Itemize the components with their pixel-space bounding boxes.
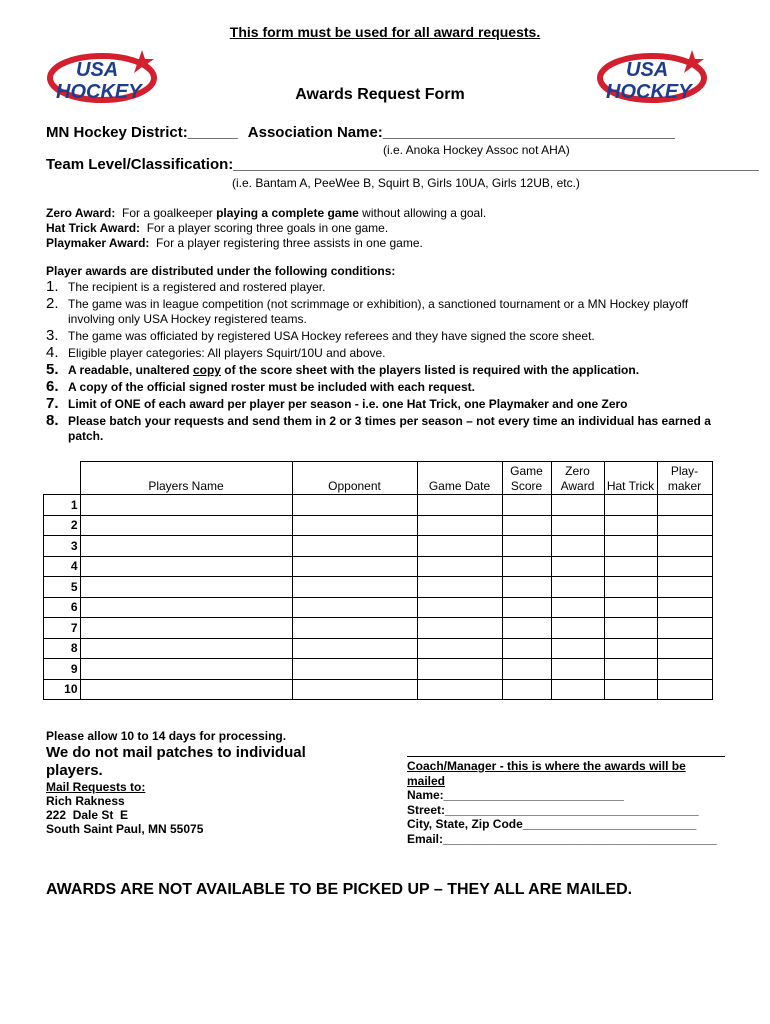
mail-requests-address (46, 780, 203, 836)
association-hint: (i.e. Anoka Hockey Assoc not AHA) (383, 143, 570, 157)
table-cell[interactable] (502, 495, 551, 516)
table-cell[interactable] (657, 618, 712, 639)
condition-item: 1. The recipient is a registered and rostered player. (46, 278, 326, 295)
table-row (44, 536, 713, 557)
row-number: 5 (44, 577, 81, 598)
mail-name: Rich Rakness (46, 794, 125, 808)
association-field[interactable]: Association Name:___________________________________ (247, 124, 675, 141)
table-cell[interactable] (80, 679, 292, 700)
table-cell[interactable] (292, 495, 417, 516)
table-cell[interactable] (417, 495, 502, 516)
table-cell[interactable] (417, 618, 502, 639)
table-cell[interactable] (80, 556, 292, 577)
mail-city: South Saint Paul, MN 55075 (46, 822, 204, 836)
table-cell[interactable] (551, 659, 604, 680)
final-notice: AWARDS ARE NOT AVAILABLE TO BE PICKED UP – THEY ALL ARE MAILED. (46, 881, 633, 898)
coach-city-field[interactable]: City, State, Zip Code__________________________ (407, 817, 697, 831)
mail-street: 222 Dale St E (46, 808, 129, 822)
logo-usa-text: USA (626, 59, 669, 81)
table-cell[interactable] (80, 659, 292, 680)
table-cell[interactable] (502, 618, 551, 639)
table-cell[interactable] (292, 577, 417, 598)
table-cell[interactable] (502, 515, 551, 536)
coach-heading: Coach/Manager - this is where the awards will be mailed (407, 759, 686, 788)
hat-trick-definition: Hat Trick Award: For a player scoring three goals in one game. (46, 221, 389, 235)
logo-hockey-text: HOCKEY (606, 81, 692, 103)
row-number: 3 (44, 536, 81, 557)
table-cell[interactable] (604, 515, 657, 536)
condition-item: 2. The game was in league competition (not scrimmage or exhibition), a sanctioned tournament or a MN Hockey playoff involving only USA Hockey registered teams. (46, 295, 689, 326)
table-cell[interactable] (604, 577, 657, 598)
col-players-name: Players Name (80, 462, 292, 495)
district-association-line (46, 124, 675, 141)
table-cell[interactable] (604, 536, 657, 557)
col-game-date: Game Date (417, 462, 502, 495)
table-cell[interactable] (80, 618, 292, 639)
award-definitions (46, 206, 486, 251)
table-row (44, 515, 713, 536)
table-cell[interactable] (80, 536, 292, 557)
table-cell[interactable] (417, 597, 502, 618)
col-playmaker: Play-maker (657, 462, 712, 495)
table-cell[interactable] (657, 638, 712, 659)
table-cell[interactable] (292, 556, 417, 577)
form-title: Awards Request Form (295, 86, 465, 103)
logo-hockey-text: HOCKEY (56, 81, 142, 103)
table-cell[interactable] (292, 638, 417, 659)
table-cell[interactable] (417, 679, 502, 700)
table-cell[interactable] (292, 679, 417, 700)
table-cell[interactable] (80, 638, 292, 659)
table-cell[interactable] (551, 556, 604, 577)
row-number: 1 (44, 495, 81, 516)
form-usage-notice: This form must be used for all award requests. (229, 24, 541, 40)
row-number: 7 (44, 618, 81, 639)
table-cell[interactable] (292, 515, 417, 536)
awards-table (43, 461, 713, 700)
table-cell[interactable] (551, 638, 604, 659)
table-cell[interactable] (657, 536, 712, 557)
table-cell[interactable] (80, 577, 292, 598)
table-cell[interactable] (604, 618, 657, 639)
mail-requests-label: Mail Requests to: (46, 780, 146, 794)
row-number: 6 (44, 597, 81, 618)
coach-name-field[interactable]: Name:___________________________ (407, 788, 624, 802)
table-cell[interactable] (551, 577, 604, 598)
table-cell[interactable] (292, 618, 417, 639)
table-cell[interactable] (604, 679, 657, 700)
table-cell[interactable] (417, 659, 502, 680)
condition-item: 7. Limit of ONE of each award per player per season - i.e. one Hat Trick, one Playmaker and one Zero (46, 395, 628, 412)
col-zero-award: Zero Award (551, 462, 604, 495)
table-row (44, 638, 713, 659)
table-row (44, 556, 713, 577)
coach-manager-block (407, 742, 725, 846)
table-cell[interactable] (502, 577, 551, 598)
table-cell[interactable] (502, 638, 551, 659)
table-cell[interactable] (417, 638, 502, 659)
table-cell[interactable] (657, 556, 712, 577)
table-cell[interactable] (551, 618, 604, 639)
table-cell[interactable] (292, 659, 417, 680)
table-cell[interactable] (551, 515, 604, 536)
table-cell[interactable] (417, 577, 502, 598)
district-field[interactable]: MN Hockey District:______ (46, 124, 238, 141)
table-cell[interactable] (657, 597, 712, 618)
table-cell[interactable] (417, 556, 502, 577)
table-cell[interactable] (502, 659, 551, 680)
condition-item: 6. A copy of the official signed roster must be included with each request. (46, 378, 475, 395)
table-header-row (44, 462, 713, 495)
table-cell[interactable] (80, 515, 292, 536)
team-level-hint: (i.e. Bantam A, PeeWee B, Squirt B, Girls 10UA, Girls 12UB, etc.) (232, 176, 580, 190)
table-row (44, 495, 713, 516)
table-row (44, 597, 713, 618)
col-game-score: Game Score (502, 462, 551, 495)
row-number: 8 (44, 638, 81, 659)
table-cell[interactable] (604, 597, 657, 618)
table-cell[interactable] (502, 597, 551, 618)
table-cell[interactable] (502, 556, 551, 577)
table-cell[interactable] (551, 597, 604, 618)
table-cell[interactable] (551, 679, 604, 700)
table-cell[interactable] (657, 659, 712, 680)
table-row (44, 679, 713, 700)
condition-item: 5. A readable, unaltered copy of the score sheet with the players listed is required with the application. (46, 361, 640, 378)
processing-time-note: Please allow 10 to 14 days for processing. (46, 729, 287, 743)
table-cell[interactable] (502, 536, 551, 557)
table-cell[interactable] (657, 577, 712, 598)
col-hat-trick: Hat Trick (604, 462, 657, 495)
table-cell[interactable] (604, 556, 657, 577)
table-cell[interactable] (417, 536, 502, 557)
condition-item: 4. Eligible player categories: All players Squirt/10U and above. (46, 344, 386, 361)
table-cell[interactable] (292, 597, 417, 618)
table-cell[interactable] (604, 495, 657, 516)
row-number: 2 (44, 515, 81, 536)
coach-street-field[interactable]: Street:______________________________________ (407, 802, 699, 817)
conditions-heading: Player awards are distributed under the following conditions: (46, 264, 396, 278)
table-cell[interactable] (80, 597, 292, 618)
table-cell[interactable] (80, 495, 292, 516)
table-row (44, 577, 713, 598)
row-number: 9 (44, 659, 81, 680)
table-cell[interactable] (657, 679, 712, 700)
table-cell[interactable] (502, 679, 551, 700)
table-cell[interactable] (604, 638, 657, 659)
table-row (44, 659, 713, 680)
row-number: 4 (44, 556, 81, 577)
logo-usa-text: USA (76, 59, 119, 81)
table-cell[interactable] (292, 536, 417, 557)
zero-award-definition: Zero Award: For a goalkeeper playing a complete game without allowing a goal. (46, 206, 487, 220)
col-opponent: Opponent (292, 462, 417, 495)
table-cell[interactable] (657, 495, 712, 516)
playmaker-definition: Playmaker Award: For a player registering three assists in one game. (46, 236, 423, 250)
row-number: 10 (44, 679, 81, 700)
table-cell[interactable] (551, 495, 604, 516)
table-cell[interactable] (604, 659, 657, 680)
conditions-list (46, 280, 726, 446)
condition-item: 8. Please batch your requests and send them in 2 or 3 times per season – not every time an individual has earned a patch. (46, 412, 711, 443)
table-row (44, 618, 713, 639)
condition-item: 3. The game was officiated by registered USA Hockey referees and they have signed the score sheet. (46, 327, 595, 344)
table-cell[interactable] (417, 515, 502, 536)
table-cell[interactable] (657, 515, 712, 536)
table-cell[interactable] (551, 536, 604, 557)
coach-email-field[interactable]: Email:_________________________________________ (407, 831, 717, 846)
team-level-field[interactable]: Team Level/Classification:_______________________________________________________________ (46, 156, 759, 173)
no-individual-mail-note: We do not mail patches to individual players. (46, 744, 306, 779)
